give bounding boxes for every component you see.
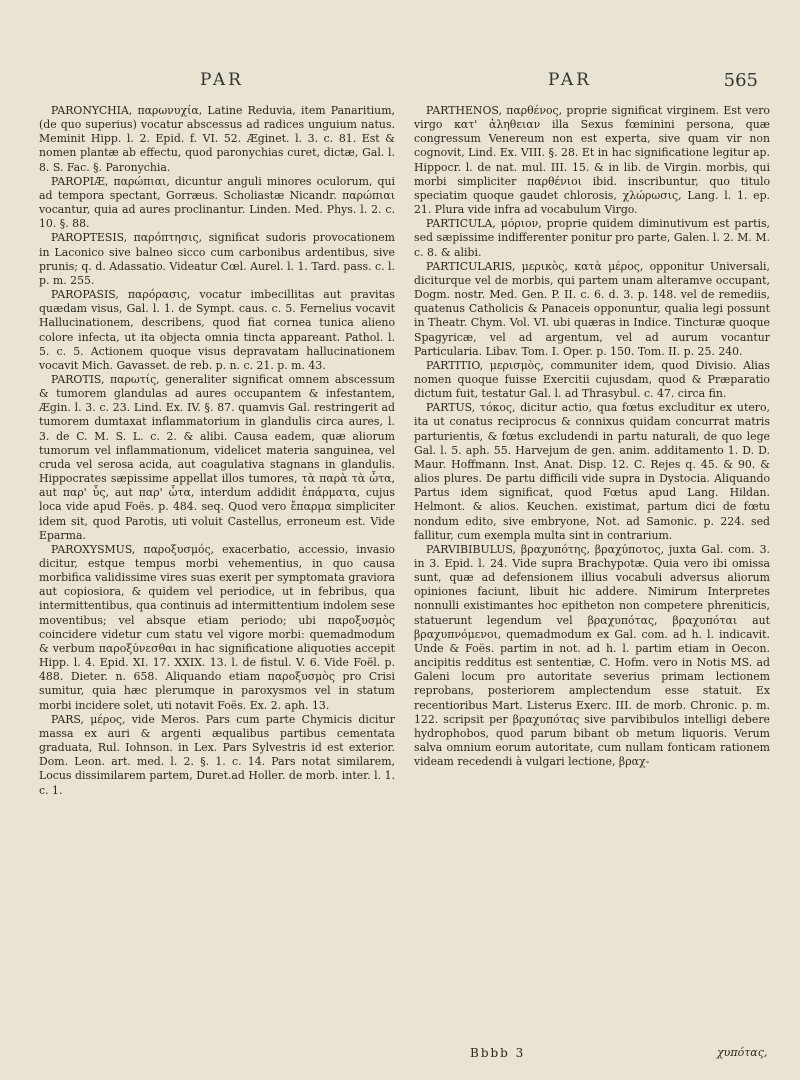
running-header: [0, 70, 800, 96]
header-left-word: PAR: [200, 70, 244, 90]
catchword: χυπότας,: [717, 1046, 768, 1059]
entry-paropiae: PAROPIÆ, παρώπιαι, dicuntur anguli minores oculorum, qui ad tempora spectant, Gorræus. Scholiastæ Nicandr. παρώπιαι vocantur, quia ad aures proclinantur. Linden. Med. Phys. l. 2. c. 10. §. 88.: [39, 174, 395, 231]
right-column: [414, 104, 770, 769]
entry-particularis: PARTICULARIS, μερικὸς, κατὰ μέρος, opponitur Universali, diciturque vel de morbis, qui partem unam alteramve occupant, Dogm. nostr. Med. Gen. P. II. c. 6. d. 3. p. 148. vel de remediis, quatenus Catholicis & Panaceis opponuntur, qualia legi possunt in Theatr. Chym. Vol. VI. ubi quæras in Indice. Tincturæ quoque Spagyricæ, vel ad argentum, vel ad aurum vocantur Particularia. Libav. Tom. I. Oper. p. 150. Tom. II. p. 25. 240.: [414, 259, 770, 358]
signature-mark: Bbbb 3: [470, 1046, 526, 1060]
entry-parvibibulus: PARVIBIBULUS, βραχυπότης, βραχύποτος, juxta Gal. com. 3. in 3. Epid. l. 24. Vide supra Brachypotæ. Quia vero ibi omissa sunt, quæ ad defensionem illius vocabuli adversus aliorum opiniones faciunt, libuit hic addere. Nimirum Interpretes nonnulli existimantes hoc epitheton non competere phreniticis, statuerunt legendum vel βραχυπότας, βραχυπόται aut βραχυπνόμενοι, quemadmodum ex Gal. com. ad h. l. indicavit. Unde & Foës. partim in not. ad h. l. partim etiam in Oecon. ancipitis redditus est sententiæ, C. Hofm. vero in Notis MS. ad Galeni locum pro autoritate severius primam lectionem reprobans, posteriorem amplectendum esse statuit. Ex recentioribus Mart. Listerus Exerc. III. de morb. Chronic. p. m. 122. scripsit per βραχυπότας sive parvibibulos intelligi debere hydrophobos, quod parum bibant ob metum liquoris. Verum salva omnium eorum autoritate, cum nullam fonticam rationem videam recedendi à vulgari lectione, βραχ-: [414, 542, 770, 769]
entry-parotis: PAROTIS, παρωτίς, generaliter significat omnem abscessum & tumorem glandulas ad aures occupantem & infestantem, Ægin. l. 3. c. 23. Lind. Ex. IV. §. 87. quamvis Gal. restringerit ad tumorem dumtaxat inflammatorium in glandulis circa aures, l. 3. de C. M. S. L. c. 2. & alibi. Causa eadem, quæ aliorum tumorum vel inflammationum, videlicet materia sanguinea, vel cruda vel serosa acida, aut coagulativa stagnans in glandulis. Hippocrates sæpissime appellat illos tumores, τὰ παρὰ τὰ ὦτα, aut παρ' ὖς, aut παρ' ὦτα, interdum addidit ἐπάρματα, cujus loca vide apud Foës. p. 484. seq. Quod vero ἔπαρμα simpliciter idem sit, quod Parotis, uti voluit Castellus, erroneum est. Vide Eparma.: [39, 372, 395, 542]
entry-particula: PARTICULA, μόριον, proprie quidem diminutivum est partis, sed sæpissime indifferenter ponitur pro parte, Galen. l. 2. M. M. c. 8. & alibi.: [414, 217, 770, 259]
header-right-word: PAR: [548, 70, 592, 90]
entry-partus: PARTUS, τόκος, dicitur actio, qua fœtus excluditur ex utero, ita ut conatus reciprocus & connixus quidam concurrat matris parturientis, & fœtus excludendi in partu naturali, de quo lege Gal. l. 5. aph. 55. Harvejum de gen. anim. additamento 1. D. D. Maur. Hoffmann. Inst. Anat. Disp. 12. C. Rejes q. 45. & 90. & alios plures. De partu difficili vide supra in Dystocia. Aliquando Partus idem significat, quod Fœtus apud Lang. Hildan. Helmont. & alios. Keuchen. existimat, partum dici de fœtu nondum edito, sive embryone, Not. ad Samonic. p. 224. sed fallitur, cum exempla multa sint in contrarium.: [414, 401, 770, 542]
entry-paronychia: PARONYCHIA, παρωνυχία, Latine Reduvia, item Panaritium, (de quo superius) vocatur abscessus ad radices unguium natus. Meminit Hipp. l. 2. Epid. f. VI. 52. Æginet. l. 3. c. 81. Est & nomen plantæ ab effectu, quod paronychias curet, dictæ, Gal. l. 8. S. Fac. §. Paronychia.: [39, 104, 395, 174]
page-number: 565: [723, 70, 758, 91]
entry-partitio: PARTITIO, μερισμὸς, communiter idem, quod Divisio. Alias nomen quoque fuisse Exercitii cujusdam, quod & Præparatio dictum fuit, testatur Gal. l. ad Thrasybul. c. 47. circa fin.: [414, 358, 770, 401]
entry-pars: PARS, μέρος, vide Meros. Pars cum parte Chymicis dicitur massa ex auri & argenti æqualibus partibus cementata graduata, Rul. Iohnson. in Lex. Pars Sylvestris id est exterior. Dom. Leon. art. med. l. 2. §. 1. c. 14. Pars notat similarem, Locus dissimilarem partem, Duret.ad Holler. de morb. inter. l. 1. c. 1.: [39, 712, 395, 797]
entry-paroptesis: PAROPTESIS, παρόπτησις, significat sudoris provocationem in Laconico sive balneo sicco cum carbonibus ardentibus, sive prunis; q. d. Adassatio. Videatur Cœl. Aurel. l. 1. Tard. pass. c. l. p. m. 255.: [39, 231, 395, 287]
entry-paroxysmus: PAROXYSMUS, παροξυσμός, exacerbatio, accessio, invasio dicitur, estque tempus morbi vehementius, in quo causa morbifica validissime vires suas exerit per symptomata graviora aut copiosiora, & quidem vel periodice, ut in febribus, qua intermittentibus, qua continuis ad intermittentium indolem sese moventibus; vel absque etiam periodo; ubi παροξυσμὸς coincidere videtur cum statu vel vigore morbi: quemadmodum & verbum παροξύνεσθαι in hac significatione aliquoties accepit Hipp. l. 4. Epid. XI. 17. XXIX. 13. l. de fistul. V. 6. Vide Foël. p. 488. Dieter. n. 658. Aliquando etiam παροξυσμὸς pro Crisi sumitur, quia hæc plerumque in paroxysmos vel in statum morbi incidere solet, uti notavit Foës. Ex. 2. aph. 13.: [39, 542, 395, 712]
left-column: [39, 104, 395, 798]
entry-parorasis: PAROPASIS, παρόρασις, vocatur imbecillitas aut pravitas quædam visus, Gal. l. 1. de Sympt. caus. c. 5. Fernelius vocavit Hallucinationem, describens, quod fiat cornea tunica alieno colore infecta, ut ita objecta omnia tincta appareant. Pathol. l. 5. c. 5. Actionem quoque visus depravatam hallucinationem vocavit Mich. Gavasset. de reb. p. n. c. 21. p. m. 43.: [39, 288, 395, 372]
entry-parthenos: PARTHENOS, παρθένος, proprie significat virginem. Est vero virgo κατ' ἀληθειαν illa Sexus fœminini persona, quæ congressum Venereum non est experta, sive quam vir non cognovit, Lind. Ex. VIII. §. 28. Et in hac significatione legitur ap. Hippocr. l. de nat. mul. III. 15. & in lib. de Virgin. morbis, qui morbi simpliciter παρθένιοι ibid. inscribuntur, quo titulo speciatim quoque gaudet chlorosis, χλώρωσις, Lang. l. 1. ep. 21. Plura vide infra ad vocabulum Virgo.: [414, 104, 770, 217]
